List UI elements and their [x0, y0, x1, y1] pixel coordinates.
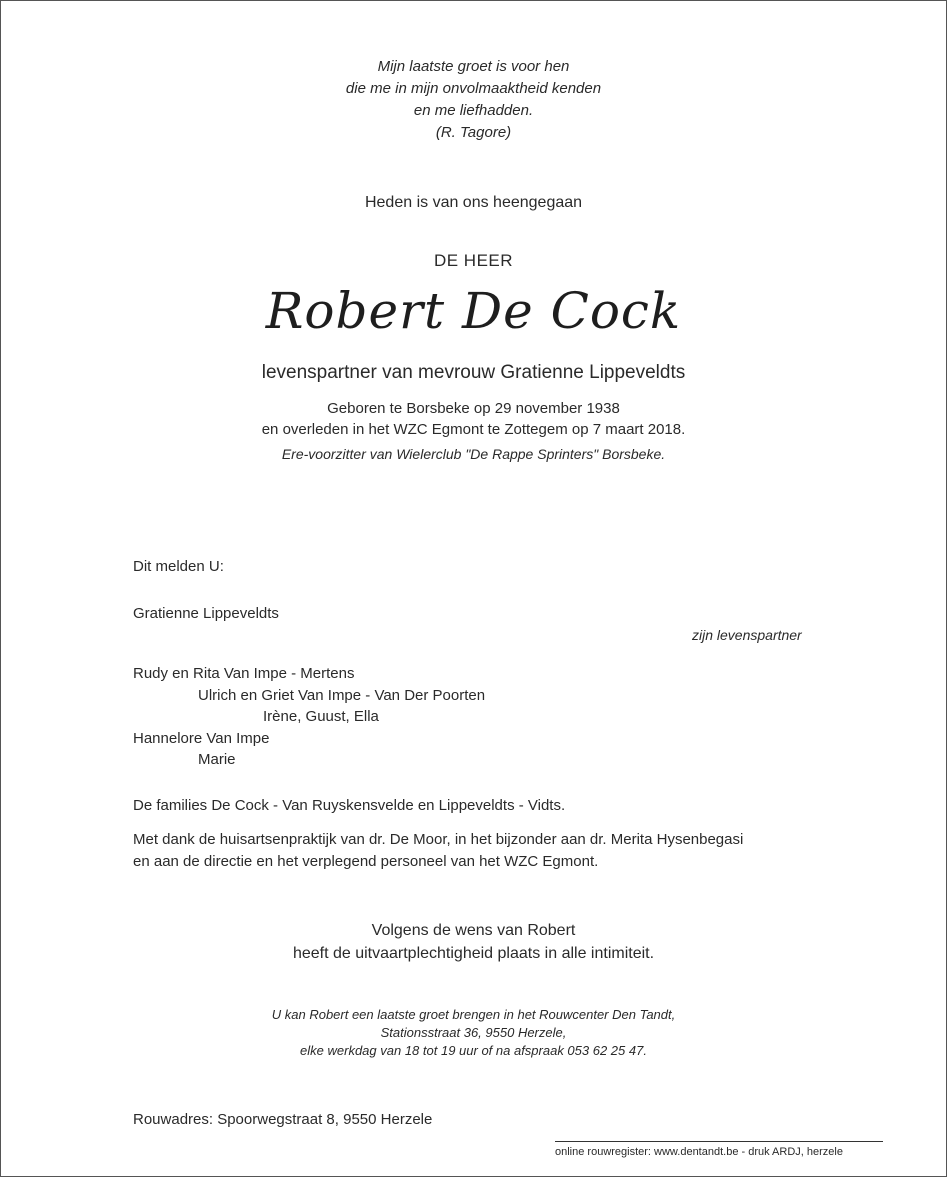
club-line: Ere-voorzitter van Wielerclub "De Rappe Sprinters" Borsbeke.: [281, 446, 666, 462]
visit-line: U kan Robert een laatste groet brengen in het Rouwcenter Den Tandt,: [271, 1007, 676, 1022]
death-line: en overleden in het WZC Egmont te Zottegem op 7 maart 2018.: [261, 421, 686, 438]
deceased-name: Robert De Cock: [265, 282, 682, 340]
quote-author: (R. Tagore): [435, 124, 512, 141]
partner-role: zijn levenspartner: [692, 627, 802, 643]
family-list: [133, 663, 485, 771]
family-member: Irène, Guust, Ella: [263, 708, 379, 725]
intro-text: Heden is van ons heengegaan: [364, 194, 583, 211]
footer-divider: [555, 1141, 883, 1142]
families-line: De families De Cock - Van Ruyskensvelde en Lippeveldts - Vidts.: [133, 797, 566, 814]
thanks-line: Met dank de huisartsenpraktijk van dr. De Moor, in het bijzonder aan dr. Merita Hysenbegasi: [133, 831, 744, 848]
visit-line: Stationsstraat 36, 9550 Herzele,: [380, 1025, 567, 1040]
quote-line: die me in mijn onvolmaaktheid kenden: [345, 80, 602, 97]
family-member: Ulrich en Griet Van Impe - Van Der Poorten: [198, 686, 486, 704]
life-dates: [0, 398, 947, 440]
poem-quote: [0, 56, 947, 144]
partner-name: Gratienne Lippeveldts: [133, 605, 279, 622]
footer-credit: online rouwregister: www.dentandt.be - druk ARDJ, herzele: [555, 1146, 843, 1158]
wish-line: Volgens de wens van Robert: [371, 922, 576, 939]
thanks-text: [133, 829, 743, 873]
family-member: Rudy en Rita Van Impe - Mertens: [133, 665, 355, 682]
mourning-address: Rouwadres: Spoorwegstraat 8, 9550 Herzele: [133, 1111, 433, 1128]
funeral-wish: [0, 919, 947, 965]
quote-line: Mijn laatste groet is voor hen: [377, 58, 570, 75]
wish-line: heeft de uitvaartplechtigheid plaats in alle intimiteit.: [292, 945, 655, 962]
family-member: Hannelore Van Impe: [133, 729, 270, 747]
quote-line: en me liefhadden.: [413, 102, 534, 119]
visit-line: elke werkdag van 18 tot 19 uur of na afspraak 053 62 25 47.: [300, 1043, 647, 1058]
birth-line: Geboren te Borsbeke op 29 november 1938: [327, 400, 620, 417]
visit-info: [0, 1006, 947, 1060]
honorific-title: DE HEER: [433, 251, 514, 270]
thanks-line: en aan de directie en het verplegend personeel van het WZC Egmont.: [133, 853, 599, 870]
partner-line: levenspartner van mevrouw Gratienne Lippeveldts: [261, 362, 686, 383]
announce-label: Dit melden U:: [133, 558, 224, 575]
family-member: Marie: [198, 751, 236, 768]
